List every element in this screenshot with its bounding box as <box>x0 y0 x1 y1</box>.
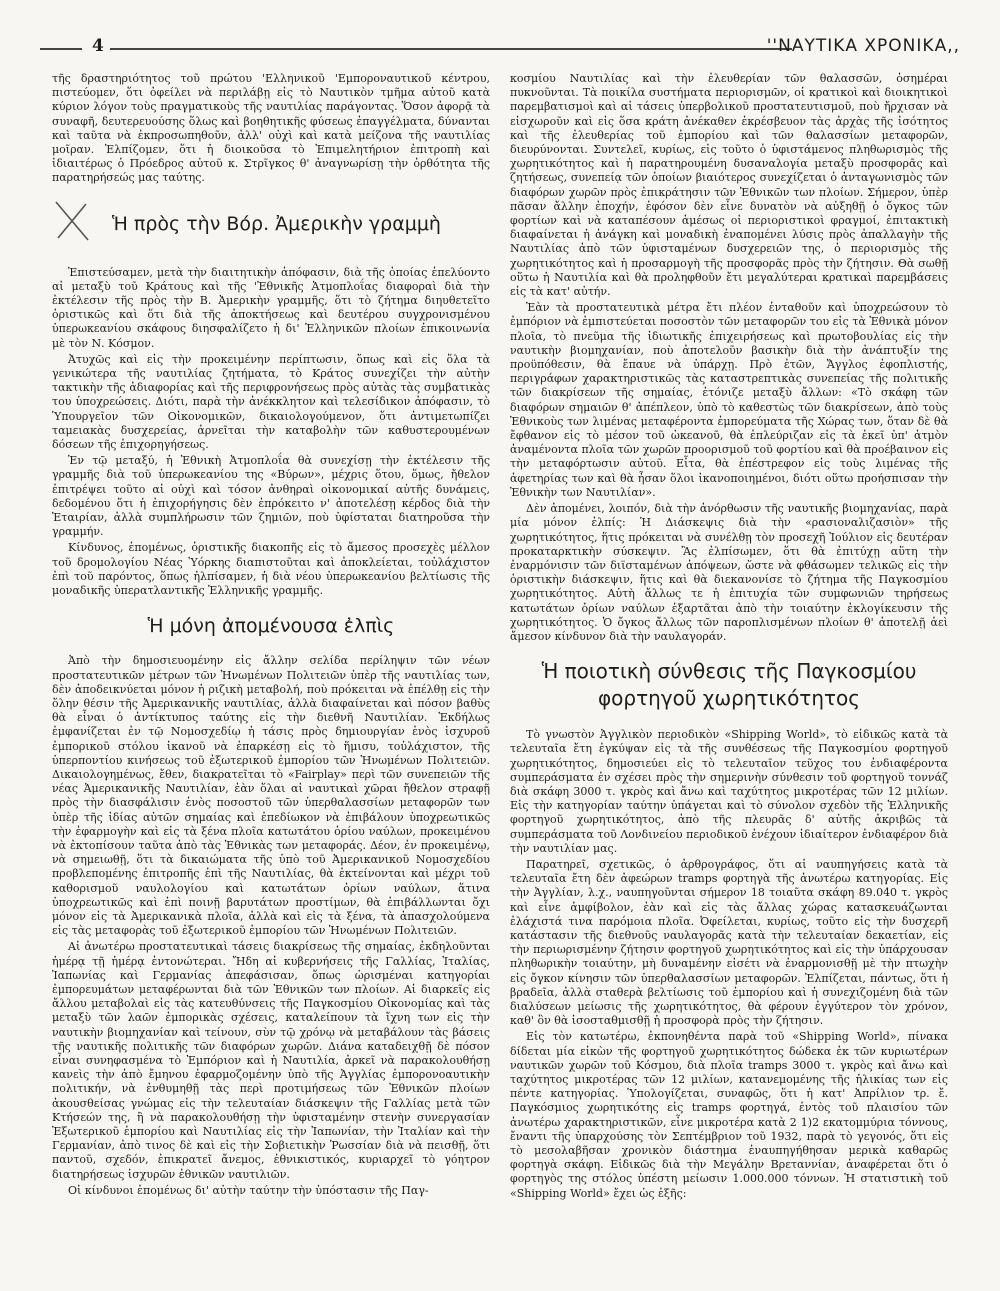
article-paragraph: Ἐὰν τὰ προστατευτικὰ μέτρα ἔτι πλέον ἐνταθοῦν καὶ ὑποχρεώσουν τὸ ἐμπόριον νὰ ἐμπιστεύεται ποσοστὸν τῶν μεταφορῶν του εἰς τὰ Ἐθνικὰ μόνον πλοῖα, τὸ πνεῦμα τῆς ἰδιωτικῆς ἐπιχειρήσεως καὶ πρωτοβουλίας εἰς τὴν ναυτικὴν βιομηχανίαν, ποὺ ἀποτελοῦν βασικὴν διὰ τὴν ἀνάπτυξίν της προϋπόθεσιν, θὰ ἔπαυε νὰ ὑπάρχῃ. Πρὸ ἐτῶν, Ἄγγλος ἐφοπλιστής, περιγράφων χαρακτηριστικῶς τὰς καταστρεπτικὰς συνεπείας τῆς πολιτικῆς τῶν διακρίσεων τῆς σημαίας, ἐτόνιζε μεταξὺ ἄλλων: «Τὸ σκάφη τῶν διαφόρων σημαιῶν θ' ἀπέπλεον, ὑπὸ τὸ καθεστὼς τῶν διακρίσεων, ἀπὸ τοὺς Ἐθνικοὺς των λιμένας μεταφέροντα ἐμπορεύματα τῆς Χώρας των, ὅταν δὲ θὰ ἔφθανον εἰς τὸ μέσον τοῦ ὠκεανοῦ, θὰ ἐπλεύριζαν εἰς τὰ ἐκεῖ ὑπ' ἀτμὸν ἀναμένοντα πλοῖα τῶν χωρῶν προορισμοῦ τοῦ φορτίου καὶ θὰ προέβαινον εἰς τὴν μεταφόρτωσιν αὐτοῦ. Εἶτα, θὰ ἐπέστρεφον εἰς τοὺς λιμένας τῆς ἀφετηρίας των καὶ θὰ ἦσαν ὅλοι ἱκανοποιημένοι, διότι οὕτω προήσπισαν τὴν Ἐθνικὴν των Ναυτιλίαν». <box>510 301 948 499</box>
section-title-only-hope: Ἡ μόνη ἀπομένουσα ἐλπὶς <box>147 615 395 638</box>
header-rule-right <box>110 48 792 50</box>
header-rule-left <box>40 48 82 50</box>
page-header <box>40 34 960 62</box>
running-title: ''ΝΑΥΤΙΚΑ ΧΡΟΝΙΚΑ,, <box>766 36 960 56</box>
page-number: 4 <box>92 36 104 56</box>
article-paragraph: Ἀπὸ τὴν δημοσιευομένην εἰς ἄλλην σελίδα περίληψιν τῶν νέων προστατευτικῶν μέτρων τῶν Ἡνωμένων Πολιτειῶν ὑπὲρ τῆς ναυτιλίας των, δὲν ἀποδεικνύεται μόνον ἡ ριζικὴ μεταβολή, ποὺ πρόκειται νὰ ἐπέλθῃ εἰς τὴν ὅλην θέσιν τῆς Ἀμερικανικῆς ναυτιλίας, ἀλλὰ διαφαίνεται καὶ πόσον βαθὺς θὰ εἶναι ὁ ἀντίκτυπος ταύτης εἰς τὴν διεθνῆ Ναυτιλίαν. Ἐκδήλως ἐμφανίζεται ἐν τῷ Νομοσχεδίῳ ἡ τάσις πρὸς δημιουργίαν ἑνὸς ἰσχυροῦ ἐμπορικοῦ στόλου ἱκανοῦ νὰ ἐπαρκέσῃ εἰς τὸ ἥμισυ, τοὐλάχιστον, τῆς ὑπερποντίου κινήσεως τοῦ ἐξωτερικοῦ ἐμπορίου τῶν Ἡνωμένων Πολιτειῶν. Δικαιολογημένως, ἔθεν, διακρατεῖται τὸ «Fairplay» περὶ τῶν συνεπειῶν τῆς νέας Ἀμερικανικῆς Ναυτιλίαν, ἐὰν ὅλαι αἱ ναυτικαὶ χῶραι ἤθελον στραφῇ πρὸς τὴν διασφάλισιν ἑνὸς ποσοστοῦ τῶν ὑπερθαλασσίων μεταφορῶν των ὑπὲρ τῆς ἰδίας αὐτῶν σημαίας καὶ ἐπεδίωκον νὰ ἐπιβάλουν ὑποχρεωτικῶς τὴν ἐφαρμογὴν καὶ εἰς τὰ ξένα πλοῖα κατωτάτου ὁρίου ναύλων, προκειμένου νὰ ἐκτοπίσουν ταῦτα ἀπὸ τὰς Ἐθνικὰς των μεταφοράς. Δέον, ἐν προκειμένῳ, νὰ σημειωθῇ, ὅτι τὰ δικαιώματα τῆς ὑπὸ τοῦ Ἀμερικανικοῦ Νομοσχεδίου προβλεπομένης ἐπιτροπῆς ἐπὶ τῆς Ναυτιλίας, θὰ ἐκτείνονται καὶ μέχρι τοῦ καθορισμοῦ ναυλολογίου καὶ κατωτάτων ὁρίων ναύλων, ἅτινα ὑποχρεωτικῶς καὶ ἐπὶ ποινῇ βαρυτάτων προστίμων, θὰ ἐπιβάλλωνται ὄχι μόνον εἰς τὰ Ἀμερικανικὰ πλοῖα, ἀλλὰ καὶ εἰς τὰ ξένα, τὰ ἀπασχολούμενα εἰς τὰς μεταφορὰς τοῦ ἐξωτερικοῦ ἐμπορίου τῶν Ἡνωμένων Πολιτειῶν. <box>52 654 490 938</box>
article-paragraph: Οἱ κίνδυνοι ἑπομένως δι' αὐτὴν ταύτην τὴν ὑπόστασιν τῆς Παγ- <box>68 1183 429 1197</box>
article-paragraph: Εἰς τὸν κατωτέρω, ἐκπονηθέντα παρὰ τοῦ «Shipping World», πίνακα δίδεται μία εἰκὼν τῆς φορτηγοῦ χωρητικότητος δώδεκα ἐκ τῶν κυριωτέρων ναυτικῶν χωρῶν τοῦ Κόσμου, διὰ πλοῖα tramps 3000 τ. γκρὸς καὶ ἄνω καὶ ταχύτητος μικροτέρας τῶν 12 μιλίων, κατανεμομένης τῆς ἡλικίας των εἰς πέντε κατηγορίας. Ὑπολογίζεται, συναφῶς, ὅτι ἡ κατ' Ἀπρίλιον τρ. ἔ. Παγκόσμιος χωρητικότης εἰς tramps φορτηγά, ἐντὸς τοῦ πλαισίου τῶν ἀνωτέρω χαρακτηριστικῶν, εἶνε μικροτέρα κατὰ 2 1)2 εκατομμύρια τόννους, ἔναντι τῆς ὑπαρχούσης τὸν Σεπτέμβριον τοῦ 1932, παρὰ τὸ γεγονός, ὅτι εἰς τὸ μεσολαβῆσαν χρονικὸν διάστημα ἐναυπηγήθησαν μερικὰ καθαρῶς φορτηγὰ σκάφη. Εἰδικῶς διὰ τὴν Μεγάλην Βρεταννίαν, ἀναφέρεται ὅτι ὁ φορτηγὸς της στόλος ὑπέστη μείωσιν 1.000.000 τόννων. Ἡ στατιστικὴ τοῦ «Shipping World» ἔχει ὡς ἑξῆς: <box>510 1030 948 1200</box>
pencil-x-mark-icon <box>52 198 92 244</box>
article-paragraph: Παρατηρεῖ, σχετικῶς, ὁ ἀρθρογράφος, ὅτι αἱ ναυπηγήσεις κατὰ τὰ τελευταῖα ἔτη δὲν ἀφεώρων tramps φορτηγὰ τῆς ἀνωτέρω κατηγορίας. Εἰς τὴν Ἀγγλίαν, λ.χ., ναυπηγοῦνται σήμερον 18 τοιαῦτα σκάφη 89.040 τ. γκρὸς καὶ εἶνε ἀμφίβολον, ἐὰν καὶ εἰς τὰς ἄλλας χώρας κατασκευάζωνται ἐλάχιστά τινα παρόμοια πλοῖα. Ὀφείλεται, κυρίως, τοῦτο εἰς τὴν δυσχερῆ κατάστασιν τῆς διεθνοῦς ναυλαγορᾶς κατὰ τὴν τελευταίαν δεκαετίαν, εἰς τὴν περιωρισμένην ζήτησιν φορτηγοῦ χωρητικότητος καὶ εἰς τὴν ὑπάρχουσαν πληθωρικὴν τοιαύτην, μὴ δυναμένην εἰσέτι νὰ ἐναρμονισθῇ μὲ τὴν πτωχὴν εἰς ὄγκον κίνησιν τῶν ὑπερθαλασσίων μεταφορῶν. Ἐλπίζεται, πάντως, ὅτι ἡ βραδεῖα, ἀλλὰ σταθερὰ βελτίωσις τοῦ ἐμπορίου καὶ ἡ συνεχιζομένη διὰ τῶν διαλύσεων μείωσις τῆς χωρητικότητος, θὰ φέρουν ἐγγύτερον τὸν χρόνον, καθ' ὃν θὰ ἰσοσταθμισθῇ ἡ προσφορὰ πρὸς τὴν ζήτησιν. <box>510 857 948 1028</box>
left-column <box>52 72 490 1200</box>
article-paragraph: Κίνδυνος, ἑπομένως, ὁριστικῆς διακοπῆς εἰς τὸ ἄμεσος προσεχὲς μέλλον τοῦ δρομολογίου Νέας Ὑόρκης διαπιστοῦται καὶ ἀποκλείεται, τοὐλάχιστον ἐπὶ τοῦ παρόντος, ὅπως ἠλπίσαμεν, ἡ διὰ νέου ὑπερωκεανίου βελτίωσις τῆς μοναδικῆς ὑπερατλαντικῆς Ἑλληνικῆς γραμμῆς. <box>52 541 490 598</box>
right-column <box>510 72 948 1203</box>
article-paragraph: Ἀτυχῶς καὶ εἰς τὴν προκειμένην περίπτωσιν, ὅπως καὶ εἰς ὅλα τὰ γενικώτερα τῆς ναυτιλίας ζητήματα, τὸ Κράτος συνεχίζει τὴν αὐτὴν τακτικὴν τῆς ἀδιαφορίας καὶ τῆς περιφρονήσεως πρὸς αὐτὰς τὰς συμβατικὰς του ὑποχρεώσεις. Διότι, παρὰ τὴν ἀνέκκλητον καὶ τελεσίδικον ἀπόφασιν, τὸ Ὑπουργεῖον τῶν Οἰκονομικῶν, δικαιολογούμενον, ὅτι ἀντιμετωπίζει ταμειακὰς δυσχερείας, ἀρνεῖται τὴν καταβολὴν τῶν καθυστερουμένων δόσεων τῆς ἐπιχορηγήσεως. <box>52 352 490 452</box>
intro-paragraph: τῆς δραστηριότητος τοῦ πρώτου 'Ελληνικοῦ 'Εμποροναυτικοῦ κέντρου, πιστεύομεν, ὅτι ὀφείλει νὰ περιλάβῃ εἰς τὸ Ναυτικὸν τμῆμα αὐτοῦ κατὰ κύριον λόγον τοὺς πραγματικοὺς τῆς ναυτιλίας παράγοντας. Ὅσον ἀφορᾷ τὰ συναφῆ, δευτερευούσης ὅλως καὶ βοηθητικῆς φύσεως ἐπαγγέλματα, δύνανται καὶ ταῦτα νὰ ἐκπροσωπηθοῦν, ἀλλ' οὐχὶ καὶ κατὰ μείζονα τῆς ναυτιλίας μοῖραν. Ἐλπίζομεν, ὅτι ἡ διοικοῦσα τὸ Ἐπιμελητήριον ἐπιτροπὴ καὶ ἰδιαιτέρως ὁ Πρόεδρος αὐτοῦ κ. Στρῖγκος θ' ἀναγνωρίσῃ τὴν ὀρθότητα τῆς παρατηρήσεώς μας ταύτης. <box>52 72 490 185</box>
article-paragraph: Δὲν ἀπομένει, λοιπόν, διὰ τὴν ἀνόρθωσιν τῆς ναυτικῆς βιομηχανίας, παρὰ μία μόνον ἐλπίς: Ἡ Διάσκεψις διὰ τὴν «ρασιοναλιζασιὸν» τῆς χωρητικότητος, ἥτις πρόκειται νὰ συνέλθῃ τὸν προσεχῆ Ἰούλιον εἰς δευτέραν προκαταρκτικὴν σύσκεψιν. Ἂς ἐλπίσωμεν, ὅτι θὰ ἐπιτύχῃ αὕτη τὴν ἐναρμόνισιν τῶν διϊσταμένων ἀπόψεων, ὥστε νὰ φθάσωμεν τελικῶς εἰς τὴν ὁριστικὴν διάσκεψιν, ἥτις καὶ θὰ διεκανονίσε τὸ ζήτημα τῆς Παγκοσμίου χωρητικότητος. Αὐτὴ ἄλλως τε ἡ ἐπιτυχία τῶν συμφωνιῶν τηρήσεως κατωτάτων ὁρίων ναύλων ἐξαρτᾶται ἀπὸ τὴν τοιαύτην ἐκλογίκευσιν τῆς χωρητικότητος. Ὁ ὄγκος ἄλλως τῶν παροπλισμένων πλοίων θ' ἀποτελῇ ἀεὶ ἄμεσον κίνδυνον διὰ τὴν ναυλαγοράν. <box>510 502 948 643</box>
section-title-world-tonnage: Ἡ ποιοτικὴ σύνθεσις τῆς Παγκοσμίου φορτηγοῦ χωρητικότητος <box>541 659 917 711</box>
article-paragraph: Αἱ ἀνωτέρω προστατευτικαὶ τάσεις διακρίσεως τῆς σημαίας, ἐκδηλοῦνται ἡμέρᾳ τῇ ἡμέρᾳ ἐντονώτεραι. Ἤδη αἱ κυβερνήσεις τῆς Γαλλίας, Ἰταλίας, Ἰαπωνίας καὶ Γερμανίας ἀπεφάσισαν, ὅπως ὡρισμέναι κατηγορίαι ἐμπορευμάτων μεταφέρωνται διὰ τῶν Ἐθνικῶν των πλοίων. Αἱ διαρκεῖς εἰς ἄλλου μεταβολαὶ εἰς τὰς κατευθύνσεις τῆς Παγκοσμίου Οἰκονομίας καὶ τὰς μεταξὺ τῶν λαῶν ἐμπορικὰς σχέσεις, καταλείπουν τὰ ἴχνη των εἰς τὴν ναυτικὴν βιομηχανίαν καὶ τείνουν, σὺν τῷ χρόνῳ νὰ μεταβάλουν τὰς βάσεις τῆς ναυτικῆς πολιτικῆς τῶν διαφόρων χωρῶν. Διάνα καταδειχθῇ δὲ πόσον εἶναι συνηφασμένα τὸ Ἐμπόριον καὶ ἡ Ναυτιλία, ἀρκεῖ νὰ παρακολουθήσῃ κανεὶς τὴν ἀπὸ ἔμηνου ἐφαρμοζομένην ὑπὸ τῆς Ἀγγλίας ἐμπορονοαυτικὴν πολιτικήν, νὰ ἐνθυμηθῇ τὰς περὶ προτιμήσεως τῶν Ἐθνικῶν πλοίων ἀκουσθείσας γνώμας εἰς τὴν τελευταίαν διάσκεψιν τῆς Γαλλίας μετὰ τῶν Κτήσεών της, ἢ νὰ παρακολουθήσῃ τὴν ὑφισταμένην στενὴν συνεργασίαν Ἐξωτερικοῦ ἐμπορίου καὶ Ναυτιλίας εἰς τὴν Ἰαπωνίαν, τὴν Ἰταλίαν καὶ τὴν Γερμανίαν, ἀπὸ τινος δὲ καὶ εἰς τὴν Σοβιετικὴν Ῥωσσίαν διὰ νὰ πεισθῇ, ὅτι παντοῦ, σχεδόν, ἐπικρατεῖ ἄνεμος, ἐθνικιστικός, κυριαρχεῖ τὸ γόητρον διατηρήσεως ἰσχυρῶν ἐθνικῶν ναυτιλιῶν. <box>52 940 490 1181</box>
article-paragraph: Ἐν τῷ μεταξύ, ἡ Ἐθνικὴ Ἀτμοπλοΐα θὰ συνεχίσῃ τὴν ἐκτέλεσιν τῆς γραμμῆς διὰ τοῦ ὑπερωκεανίου της «Βύρων», μέχρις ὅτου, ὅμως, ἤθελον ἐπιτρέψει τοῦτο αἱ οὐχὶ καὶ τόσον ἀνθηραὶ οἰκονομικαί αὐτῆς δυνάμεις, δεδομένου ὅτι ἡ ἐπιχορήγησις δὲν ἐπρόκειτο ν' ἀποτελέσῃ κέρδος διὰ τὴν Ἑταιρίαν, ἀλλὰ συμπλήρωσιν τῶν ζημιῶν, ποὺ ὑφίσταται διατηροῦσα τὴν γραμμήν. <box>52 454 490 539</box>
article-paragraph: κοσμίου Ναυτιλίας καὶ τὴν ἐλευθερίαν τῶν θαλασσῶν, ὁσημέραι πυκνοῦνται. Τὰ ποικίλα συστήματα περιορισμῶν, οἱ κρατικοὶ καὶ διοικητικοὶ παρεμβατισμοὶ καὶ αἱ τάσεις ὑπερβολικοῦ προστατευτισμοῦ, ποὺ ἤρχισαν νὰ εἰσχωροῦν καὶ εἰς ὅσα κράτη ἀνέκαθεν ἐκρέσβευον τὰς ἀρχὰς τῆς ἰσότητος καὶ τῆς ἐλευθερίας τοῦ ἐμπορίου καὶ τῶν θαλασσίων μεταφορῶν, διευρύνονται. Συντελεῖ, κυρίως, εἰς τοῦτο ὁ ὑφιστάμενος πληθωρισμὸς τῆς χωρητικότητος καὶ ἡ παρατηρουμένη δυσαναλογία μεταξὺ προσφορᾶς καὶ ζητήσεως, συνεπείᾳ τῶν ὁποίων βιαιότερος συνεχίζεται ὁ ἀνταγωνισμὸς τῶν διαφόρων χωρῶν πρὸς ἐπικράτησιν τῶν Ἐθνικῶν των πλοίων. Σήμερον, ὑπὲρ πᾶσαν ἄλλην ἐποχήν, ἐφόσον δὲν εἶνε δυνατὸν νὰ αὐξηθῇ ὁ ὄγκος τῶν φορτίων καὶ νὰ καταπέσουν ἀμέσως οἱ περιοριστικοὶ φραγμοί, ἐπιτακτικὴ διαφαίνεται ἡ ἀνάγκη καὶ μοναδικὴ ἐναπομένει λύσις πρὸς ἀπαλλαγὴν τῆς Ναυτιλίας ἀπὸ τῶν ὑφισταμένων δυσχερειῶν της, ὁ περιορισμὸς τῆς χωρητικότητος καὶ ἡ προσαρμογὴ τῆς προσφορᾶς πρὸς τὴν ζήτησιν. Θὰ σωθῇ οὕτω ἡ Ναυτιλία καὶ θὰ προληφθοῦν ἔτι μεγαλύτεραι κρατικαὶ παρεμβάσεις εἰς τὰ κατ' αὐτήν. <box>510 72 948 299</box>
article-paragraph: Ἐπιστεύσαμεν, μετὰ τὴν διαιτητικὴν ἀπόφασιν, διὰ τῆς ὁποίας ἐπελύοντο αἱ μεταξὺ τοῦ Κράτους καὶ τῆς 'Ἐθνικῆς Ἀτμοπλοΐας διαφοραὶ διὰ τὴν ἐκτέλεσιν τῆς πρὸς τὴν Β. Ἀμερικὴν γραμμῆς, ὅτι τὸ ζήτημα διηυθετεῖτο ὁριστικῶς καὶ ὅτι διὰ τῆς ἀποκτήσεως καὶ δευτέρου συγχρονισμένου ὑπερωκεανίου σκάφους διησφαλίζετο ἡ δι' Ἑλληνικῶν πλοίων ἐπικοινωνία μὲ τὸν Ν. Κόσμον. <box>52 265 490 350</box>
article-paragraph: Τὸ γνωστὸν Ἀγγλικὸν περιοδικὸν «Shipping World», τὸ εἰδικῶς κατὰ τὰ τελευταῖα ἔτη ἐγκύψαν εἰς τὰ τῆς συνθέσεως τῆς Παγκοσμίου φορτηγοῦ χωρητικότητος, δημοσιεύει εἰς τὸ τελευταῖον τεῦχος του ἐνδιαφέροντα συμπεράσματα ἐν σχέσει πρὸς τὴν σημερινὴν σύνθεσιν τοῦ φορτηγοῦ τοννάζ διὰ σκάφη 3000 τ. γκρὸς καὶ ἄνω καὶ ταχύτητος μικροτέρας τῶν 12 μιλίων. Εἰς τὴν κατηγορίαν ταύτην ὑπάγεται καὶ τὸ σύνολον σχεδὸν τῆς Ἑλληνικῆς φορτηγοῦ χωρητικότητος, ἀπὸ τῆς πλευρᾶς δ' αὐτῆς ἀκριβῶς τὰ συμπεράσματα τοῦ Λονδινείου περιοδικοῦ ἐνέχουν ἰδιαίτερον ἐνδιαφέρον διὰ τὴν ναυτιλίαν μας. <box>510 728 948 855</box>
section-title-north-america-line: Ἡ πρὸς τὴν Βόρ. Ἀμερικὴν γραμμὴ <box>112 212 441 235</box>
section-heading-block <box>52 198 490 256</box>
